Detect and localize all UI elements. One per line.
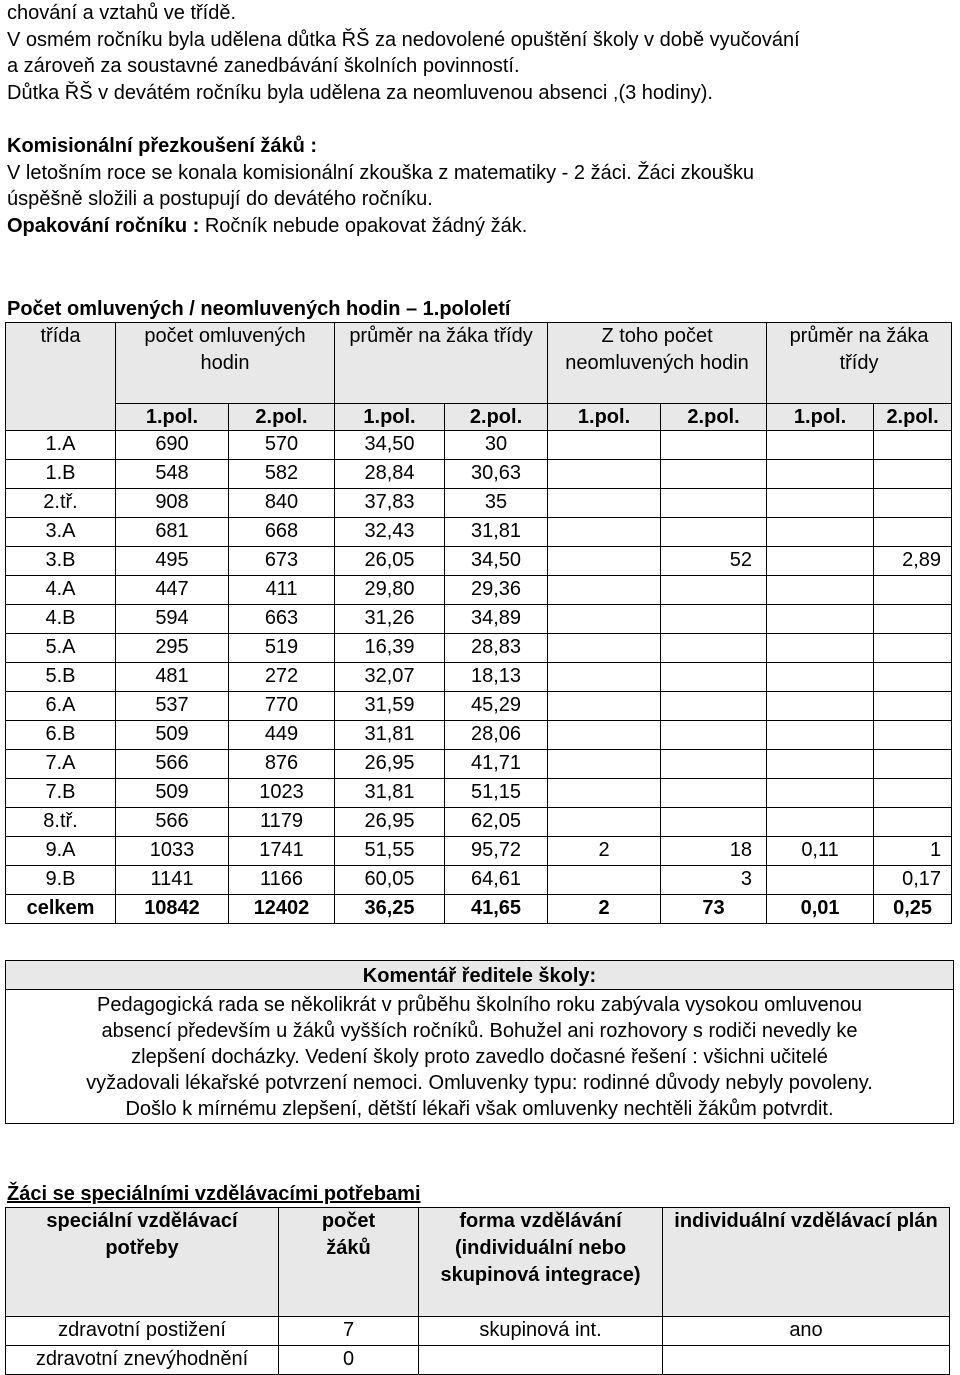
absence-row	[6, 662, 952, 691]
absence-value-cell	[767, 575, 874, 604]
absence-value-cell	[548, 546, 661, 575]
absence-value-cell	[767, 662, 874, 691]
special-needs-table	[5, 1207, 950, 1375]
absence-value-cell	[874, 778, 952, 807]
absence-value-cell: 32,07	[335, 662, 445, 691]
absence-value-cell	[548, 749, 661, 778]
absence-value-cell: 31,59	[335, 691, 445, 720]
absence-value-cell: 35	[445, 488, 548, 517]
absence-value-cell: 29,80	[335, 575, 445, 604]
absence-value-cell	[767, 459, 874, 488]
absence-value-cell	[661, 807, 767, 836]
class-name-cell: 6.B	[6, 720, 116, 749]
header-omluvene: počet omluvených hodin	[116, 323, 335, 404]
absence-value-cell: 566	[116, 807, 229, 836]
absence-value-cell: 62,05	[445, 807, 548, 836]
absence-value-cell	[767, 604, 874, 633]
absence-value-cell: 34,89	[445, 604, 548, 633]
header-prumer-neomluvene: průměr na žáka třídy	[767, 323, 952, 404]
special-cell: zdravotní postižení	[6, 1317, 279, 1346]
absence-value-cell	[548, 488, 661, 517]
absence-value-cell	[874, 633, 952, 662]
absence-value-cell: 449	[229, 720, 335, 749]
absence-value-cell	[548, 807, 661, 836]
absence-value-cell	[661, 604, 767, 633]
absence-value-cell: 3	[661, 865, 767, 894]
absence-value-cell	[661, 517, 767, 546]
absence-row	[6, 720, 952, 749]
special-row	[6, 1317, 950, 1346]
absence-value-cell: 1166	[229, 865, 335, 894]
absence-value-cell	[661, 488, 767, 517]
class-name-cell: 5.B	[6, 662, 116, 691]
header-trida: třída	[6, 323, 116, 404]
director-comment-box	[5, 960, 954, 1124]
absence-value-cell: 95,72	[445, 836, 548, 865]
komis-heading: Komisionální přezkoušení žáků :	[7, 135, 318, 157]
absence-value-cell: 34,50	[445, 546, 548, 575]
total-cell: 0,01	[767, 894, 874, 923]
class-name-cell: 3.A	[6, 517, 116, 546]
subheader-cell: 2.pol.	[229, 403, 335, 430]
absence-value-cell: 2	[548, 836, 661, 865]
absence-row	[6, 430, 952, 459]
absence-value-cell: 295	[116, 633, 229, 662]
absence-value-cell: 908	[116, 488, 229, 517]
absence-row	[6, 691, 952, 720]
absence-value-cell	[661, 575, 767, 604]
subheader-cell: 1.pol.	[116, 403, 229, 430]
comment-line: Pedagogická rada se několikrát v průběhu školního roku zabývala vysokou omluvenou	[97, 994, 862, 1016]
special-header-cell: počet žáků	[279, 1208, 419, 1317]
absence-value-cell: 1023	[229, 778, 335, 807]
absence-value-cell: 51,55	[335, 836, 445, 865]
class-name-cell: 7.B	[6, 778, 116, 807]
class-name-cell: 1.A	[6, 430, 116, 459]
absence-value-cell	[767, 691, 874, 720]
class-name-cell: 2.tř.	[6, 488, 116, 517]
absence-row	[6, 749, 952, 778]
class-name-cell: 3.B	[6, 546, 116, 575]
absence-value-cell: 64,61	[445, 865, 548, 894]
absence-value-cell: 34,50	[335, 430, 445, 459]
absence-value-cell: 673	[229, 546, 335, 575]
special-cell: zdravotní znevýhodnění	[6, 1346, 279, 1375]
absence-value-cell	[874, 720, 952, 749]
absence-table	[5, 322, 952, 924]
absence-value-cell: 1141	[116, 865, 229, 894]
special-header-cell: speciální vzdělávací potřeby	[6, 1208, 279, 1317]
absence-value-cell	[874, 807, 952, 836]
absence-value-cell: 876	[229, 749, 335, 778]
absence-value-cell: 28,83	[445, 633, 548, 662]
special-cell: ano	[663, 1317, 950, 1346]
absence-value-cell	[767, 633, 874, 662]
absence-value-cell: 31,26	[335, 604, 445, 633]
special-header-cell: forma vzdělávání (individuální nebo skupinová integrace)	[419, 1208, 663, 1317]
absence-value-cell: 0,11	[767, 836, 874, 865]
absence-value-cell	[874, 488, 952, 517]
subheader-cell: 2.pol.	[445, 403, 548, 430]
absence-value-cell	[661, 662, 767, 691]
special-cell: skupinová int.	[419, 1317, 663, 1346]
absence-value-cell	[874, 517, 952, 546]
absence-value-cell: 16,39	[335, 633, 445, 662]
absence-value-cell: 411	[229, 575, 335, 604]
absence-row	[6, 575, 952, 604]
total-cell: 2	[548, 894, 661, 923]
total-cell: 36,25	[335, 894, 445, 923]
absence-value-cell: 30,63	[445, 459, 548, 488]
absence-value-cell	[548, 575, 661, 604]
class-name-cell: 6.A	[6, 691, 116, 720]
absence-value-cell: 566	[116, 749, 229, 778]
absence-value-cell	[548, 865, 661, 894]
absence-value-cell	[767, 720, 874, 749]
absence-row	[6, 488, 952, 517]
class-name-cell: 5.A	[6, 633, 116, 662]
absence-value-cell	[767, 749, 874, 778]
absence-value-cell: 31,81	[445, 517, 548, 546]
class-name-cell: 9.B	[6, 865, 116, 894]
absence-header-row	[6, 323, 952, 404]
subheader-cell: 1.pol.	[767, 403, 874, 430]
special-title: Žáci se speciálními vzdělávacími potřebami	[7, 1183, 421, 1205]
absence-value-cell	[548, 691, 661, 720]
comment-line: absencí především u žáků vyšších ročníků. Bohužel ani rozhovory s rodiči nevedly ke	[101, 1020, 858, 1042]
class-name-cell: 1.B	[6, 459, 116, 488]
class-name-cell: 4.A	[6, 575, 116, 604]
absence-value-cell	[548, 662, 661, 691]
absence-value-cell: 30	[445, 430, 548, 459]
subheader-cell: 2.pol.	[874, 403, 952, 430]
comment-heading: Komentář ředitele školy:	[6, 961, 953, 990]
komis-section	[7, 133, 957, 239]
absence-row	[6, 865, 952, 894]
special-cell: 7	[279, 1317, 419, 1346]
absence-value-cell: 519	[229, 633, 335, 662]
absence-value-cell	[767, 430, 874, 459]
absence-value-cell: 41,71	[445, 749, 548, 778]
absence-value-cell	[767, 865, 874, 894]
absence-value-cell: 840	[229, 488, 335, 517]
absence-value-cell: 495	[116, 546, 229, 575]
absence-value-cell	[874, 604, 952, 633]
absence-value-cell	[661, 720, 767, 749]
class-name-cell: 7.A	[6, 749, 116, 778]
opakovani-line	[7, 213, 957, 240]
subheader-cell: 1.pol.	[335, 403, 445, 430]
absence-value-cell: 51,15	[445, 778, 548, 807]
absence-value-cell	[874, 691, 952, 720]
opakovani-text: Ročník nebude opakovat žádný žák.	[199, 214, 528, 237]
absence-value-cell: 690	[116, 430, 229, 459]
absence-value-cell	[661, 778, 767, 807]
komis-line: V letošním roce se konala komisionální zkouška z matematiky - 2 žáci. Žáci zkoušku	[7, 161, 754, 184]
special-row	[6, 1346, 950, 1375]
class-name-cell: 4.B	[6, 604, 116, 633]
intro-line: chování a vztahů ve třídě.	[7, 2, 237, 24]
absence-value-cell: 481	[116, 662, 229, 691]
absence-value-cell	[661, 691, 767, 720]
comment-line: Došlo k mírnému zlepšení, dětští lékaři však omluvenky nechtěli žákům potvrdit.	[125, 1098, 834, 1120]
absence-value-cell: 37,83	[335, 488, 445, 517]
comment-line: zlepšení docházky. Vedení školy proto zavedlo dočasné řešení : všichni učitelé	[131, 1046, 828, 1068]
absence-value-cell: 32,43	[335, 517, 445, 546]
subheader-cell: 2.pol.	[661, 403, 767, 430]
total-cell: 12402	[229, 894, 335, 923]
absence-value-cell: 582	[229, 459, 335, 488]
absence-value-cell: 45,29	[445, 691, 548, 720]
absence-value-cell: 770	[229, 691, 335, 720]
absence-value-cell: 0,17	[874, 865, 952, 894]
absence-value-cell: 447	[116, 575, 229, 604]
comment-line: vyžadovali lékařské potvrzení nemoci. Omluvenky typu: rodinné důvody nebyly povoleny.	[86, 1072, 873, 1094]
total-cell: 10842	[116, 894, 229, 923]
absence-value-cell	[874, 459, 952, 488]
absence-value-cell: 29,36	[445, 575, 548, 604]
total-cell: 73	[661, 894, 767, 923]
absence-subheader-row	[6, 403, 952, 430]
absence-value-cell	[548, 720, 661, 749]
absence-value-cell: 18,13	[445, 662, 548, 691]
header-prumer-omluvene: průměr na žáka třídy	[335, 323, 548, 404]
total-cell: 0,25	[874, 894, 952, 923]
absence-value-cell: 26,95	[335, 807, 445, 836]
absence-value-cell	[767, 807, 874, 836]
absence-value-cell	[548, 633, 661, 662]
absence-value-cell: 1033	[116, 836, 229, 865]
absence-value-cell: 31,81	[335, 778, 445, 807]
absence-title: Počet omluvených / neomluvených hodin – 1.pololetí	[7, 298, 511, 320]
absence-row	[6, 459, 952, 488]
intro-line: a zároveň za soustavné zanedbávání školních povinností.	[7, 55, 520, 77]
intro-line: V osmém ročníku byla udělena důtka ŘŠ za nedovolené opuštění školy v době vyučování	[7, 28, 800, 51]
special-header-row	[6, 1208, 950, 1317]
absence-value-cell: 1	[874, 836, 952, 865]
absence-value-cell	[874, 575, 952, 604]
absence-value-cell: 28,84	[335, 459, 445, 488]
intro-paragraph	[7, 0, 957, 106]
absence-value-cell	[661, 459, 767, 488]
class-name-cell: 8.tř.	[6, 807, 116, 836]
absence-row	[6, 836, 952, 865]
absence-value-cell: 509	[116, 778, 229, 807]
special-cell	[419, 1346, 663, 1375]
absence-value-cell: 509	[116, 720, 229, 749]
absence-value-cell: 26,05	[335, 546, 445, 575]
absence-value-cell	[548, 430, 661, 459]
total-cell: celkem	[6, 894, 116, 923]
absence-value-cell	[874, 662, 952, 691]
absence-value-cell	[548, 459, 661, 488]
absence-value-cell	[661, 430, 767, 459]
absence-value-cell: 681	[116, 517, 229, 546]
absence-value-cell	[548, 778, 661, 807]
intro-line: Důtka ŘŠ v devátém ročníku byla udělena za neomluvenou absenci ,(3 hodiny).	[7, 81, 713, 104]
opakovani-label: Opakování ročníku :	[7, 214, 200, 237]
absence-value-cell: 663	[229, 604, 335, 633]
absence-value-cell: 548	[116, 459, 229, 488]
special-cell	[663, 1346, 950, 1375]
absence-value-cell: 570	[229, 430, 335, 459]
absence-value-cell	[661, 633, 767, 662]
special-header-cell: individuální vzdělávací plán	[663, 1208, 950, 1317]
absence-value-cell: 668	[229, 517, 335, 546]
absence-value-cell	[767, 488, 874, 517]
header-neomluvene: Z toho počet neomluvených hodin	[548, 323, 767, 404]
absence-row	[6, 546, 952, 575]
absence-row	[6, 778, 952, 807]
absence-row	[6, 633, 952, 662]
absence-value-cell	[874, 430, 952, 459]
absence-row	[6, 517, 952, 546]
absence-value-cell: 31,81	[335, 720, 445, 749]
absence-value-cell	[767, 517, 874, 546]
absence-value-cell	[874, 749, 952, 778]
absence-value-cell: 537	[116, 691, 229, 720]
komis-line: úspěšně složili a postupují do devátého ročníku.	[7, 188, 433, 210]
subheader-cell: 1.pol.	[548, 403, 661, 430]
absence-value-cell	[767, 546, 874, 575]
absence-value-cell: 52	[661, 546, 767, 575]
absence-value-cell: 26,95	[335, 749, 445, 778]
absence-value-cell: 1741	[229, 836, 335, 865]
absence-total-row	[6, 894, 952, 923]
absence-value-cell: 272	[229, 662, 335, 691]
absence-value-cell: 28,06	[445, 720, 548, 749]
absence-value-cell: 594	[116, 604, 229, 633]
absence-value-cell	[548, 517, 661, 546]
special-cell: 0	[279, 1346, 419, 1375]
total-cell: 41,65	[445, 894, 548, 923]
absence-value-cell: 18	[661, 836, 767, 865]
subheader-empty	[6, 403, 116, 430]
absence-row	[6, 604, 952, 633]
absence-value-cell	[548, 604, 661, 633]
absence-value-cell	[661, 749, 767, 778]
absence-row	[6, 807, 952, 836]
absence-value-cell: 60,05	[335, 865, 445, 894]
comment-body	[6, 990, 953, 1122]
class-name-cell: 9.A	[6, 836, 116, 865]
absence-value-cell: 2,89	[874, 546, 952, 575]
absence-value-cell	[767, 778, 874, 807]
absence-value-cell: 1179	[229, 807, 335, 836]
